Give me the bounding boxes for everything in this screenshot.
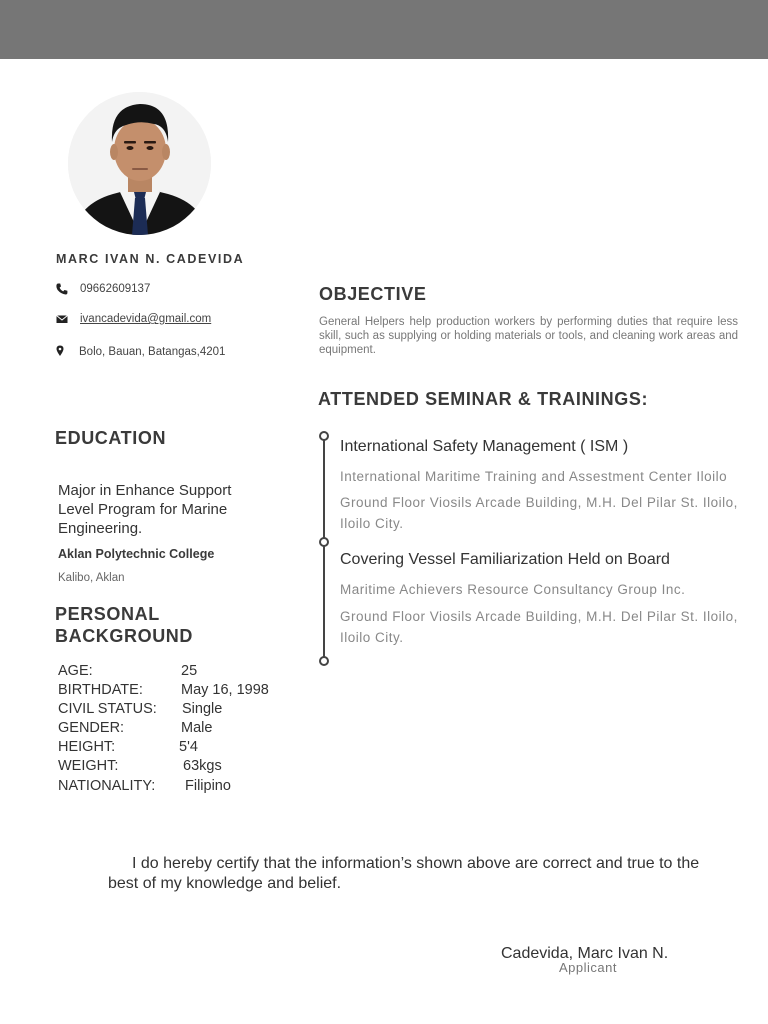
objective-text: General Helpers help production workers by performing duties that require less skill, such as supplying or holding materials or tools, and cleaning work areas and equipment. bbox=[319, 316, 738, 356]
personal-row-age bbox=[58, 663, 198, 679]
education-major: Major in Enhance Support Level Program for Marine Engineering. bbox=[58, 482, 232, 537]
education-school: Aklan Polytechnic College bbox=[58, 547, 215, 561]
signature-role: Applicant bbox=[559, 960, 617, 975]
contact-phone bbox=[55, 282, 150, 296]
timeline-dot bbox=[319, 656, 329, 666]
training-address: Ground Floor Viosils Arcade Building, M.H. Del Pilar St. Iloilo, Iloilo City. bbox=[340, 609, 738, 645]
personal-label: NATIONALITY: bbox=[58, 778, 156, 794]
personal-label: HEIGHT: bbox=[58, 739, 116, 755]
personal-row-height bbox=[58, 739, 198, 755]
personal-label: AGE: bbox=[58, 663, 93, 679]
personal-label: CIVIL STATUS: bbox=[58, 701, 157, 717]
timeline-line bbox=[323, 436, 325, 661]
training-organizer: International Maritime Training and Assestment Center Iloilo bbox=[340, 469, 728, 484]
email-link[interactable]: ivancadevida@gmail.com bbox=[80, 313, 212, 325]
address-text: Bolo, Bauan, Batangas,4201 bbox=[79, 346, 226, 358]
personal-row-nationality bbox=[58, 778, 231, 794]
personal-row-gender bbox=[58, 720, 213, 736]
personal-heading-line2: BACKGROUND bbox=[55, 626, 193, 646]
trainings-heading: ATTENDED SEMINAR & TRAININGS: bbox=[318, 389, 649, 409]
personal-label: WEIGHT: bbox=[58, 758, 119, 774]
timeline-dot bbox=[319, 537, 329, 547]
applicant-name: MARC IVAN N. CADEVIDA bbox=[56, 252, 245, 266]
personal-value: 5'4 bbox=[179, 739, 198, 755]
top-banner bbox=[0, 0, 768, 59]
objective-heading: OBJECTIVE bbox=[319, 284, 427, 304]
personal-value: Male bbox=[181, 720, 213, 736]
training-organizer: Maritime Achievers Resource Consultancy Group Inc. bbox=[340, 582, 686, 597]
training-title: Covering Vessel Familiarization Held on Board bbox=[340, 551, 670, 568]
personal-value: 25 bbox=[181, 663, 198, 679]
personal-value: 63kgs bbox=[183, 758, 222, 774]
personal-row-weight bbox=[58, 758, 222, 774]
personal-row-civil-status bbox=[58, 701, 223, 717]
personal-value: Single bbox=[182, 701, 223, 717]
training-title: International Safety Management ( ISM ) bbox=[340, 438, 629, 455]
personal-value: May 16, 1998 bbox=[181, 682, 269, 698]
personal-row-birthdate bbox=[58, 682, 269, 698]
location-pin-icon bbox=[55, 345, 69, 359]
phone-icon bbox=[55, 282, 69, 296]
personal-heading-line1: PERSONAL bbox=[55, 604, 160, 624]
personal-value: Filipino bbox=[185, 778, 231, 794]
contact-email bbox=[55, 312, 211, 326]
education-location: Kalibo, Aklan bbox=[58, 572, 125, 584]
timeline-dot bbox=[319, 431, 329, 441]
phone-number: 09662609137 bbox=[80, 283, 151, 295]
personal-label: BIRTHDATE: bbox=[58, 682, 143, 698]
contact-address bbox=[55, 345, 225, 359]
signature-name: Cadevida, Marc Ivan N. bbox=[501, 945, 669, 962]
certification-statement: I do hereby certify that the information’s shown above are correct and true to the best of my knowledge and belief. bbox=[108, 855, 700, 892]
personal-label: GENDER: bbox=[58, 720, 125, 736]
profile-photo bbox=[68, 92, 211, 235]
email-icon bbox=[55, 312, 69, 326]
education-heading: EDUCATION bbox=[55, 428, 167, 448]
personal-heading bbox=[55, 603, 193, 647]
training-address: Ground Floor Viosils Arcade Building, M.H. Del Pilar St. Iloilo, Iloilo City. bbox=[340, 495, 738, 531]
